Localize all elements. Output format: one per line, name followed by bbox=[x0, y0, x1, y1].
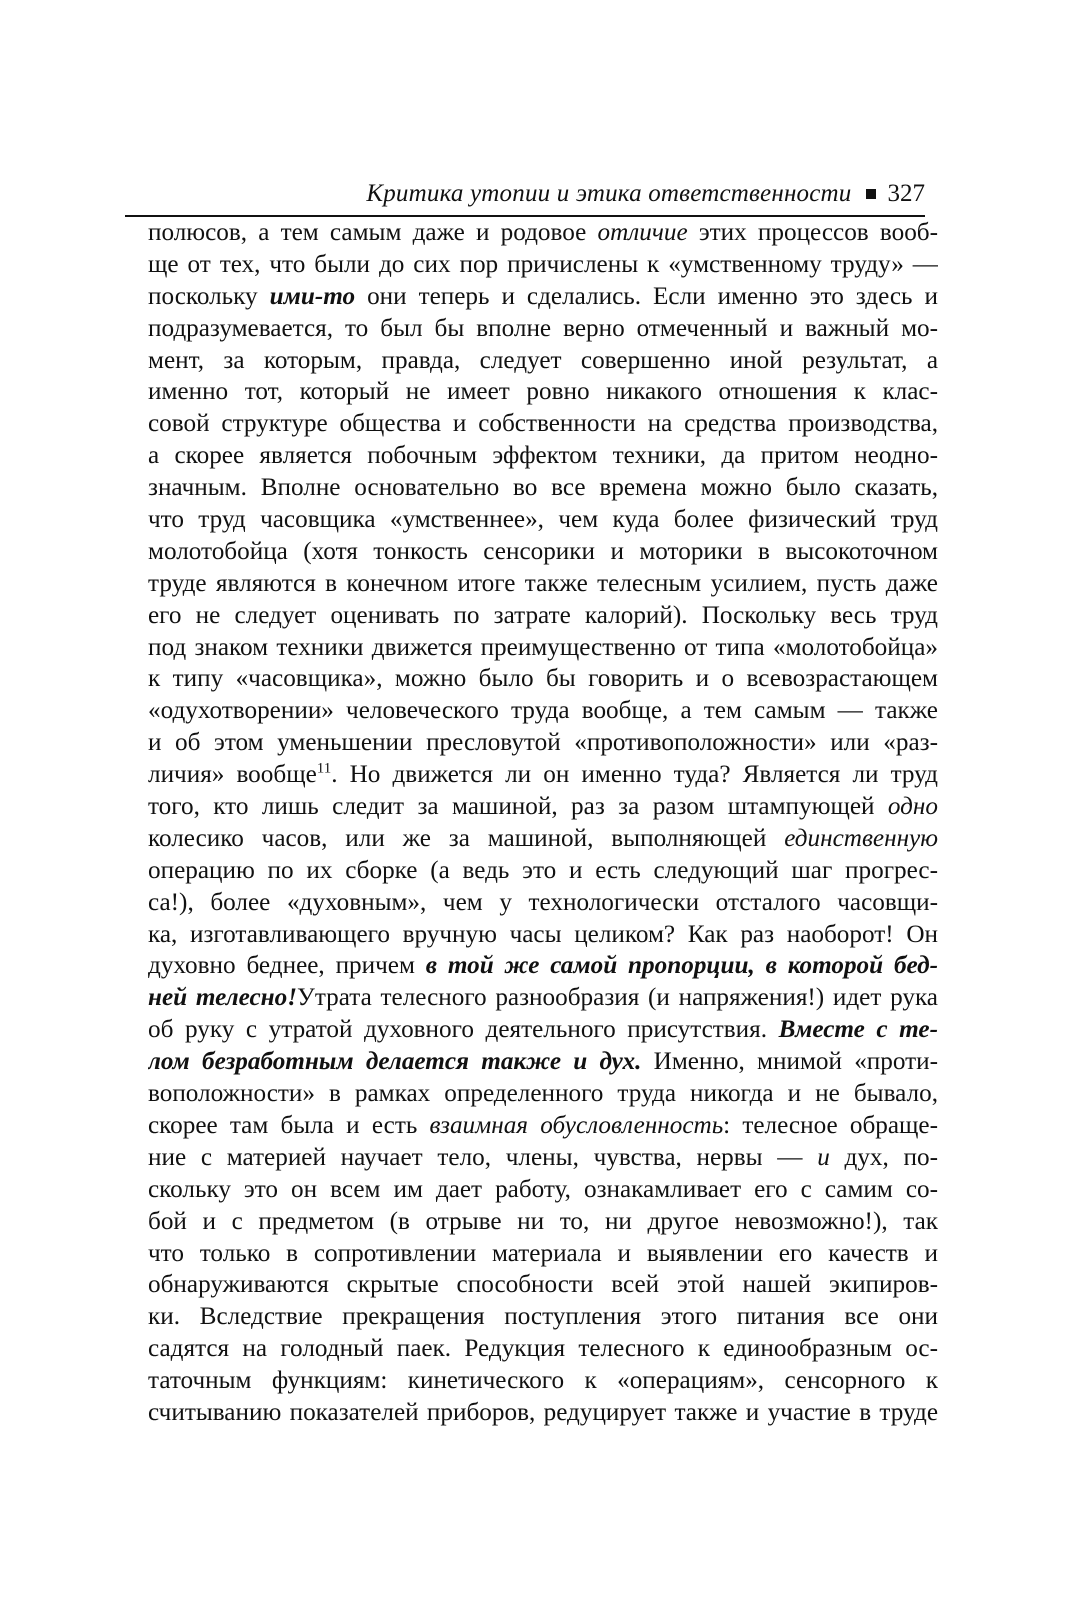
text-line bbox=[148, 791, 938, 823]
text-line bbox=[148, 472, 938, 504]
text-line bbox=[148, 632, 938, 664]
text-segment: и об этом уменьшении пресловутой «противоположности» или «раз- bbox=[148, 729, 938, 757]
page-number: 327 bbox=[887, 180, 925, 207]
text-segment: молотобойца (хотя тонкость сенсорики и моторики в высокоточном bbox=[148, 537, 938, 565]
text-segment: ка, изготавливающего вручную часы целиком? Как раз наоборот! Он bbox=[148, 920, 938, 948]
text-line bbox=[148, 1206, 938, 1238]
emphasis-text: ней телесно! bbox=[148, 984, 298, 1012]
text-segment: того, кто лишь следит за машиной, раз за разом штампующей bbox=[148, 793, 888, 821]
running-head bbox=[125, 175, 925, 217]
text-segment: скольку это он всем им дает работу, ознакамливает его с самим со- bbox=[148, 1175, 938, 1203]
text-segment: бой и с предметом (в отрыве ни то, ни другое невозможно!), так bbox=[148, 1207, 938, 1235]
text-segment: Именно, мнимой «проти- bbox=[641, 1048, 938, 1076]
text-segment: ки. Вследствие прекращения поступления этого питания все они bbox=[148, 1303, 938, 1331]
text-line bbox=[148, 950, 938, 982]
text-line bbox=[148, 313, 938, 345]
emphasis-text: в той же самой пропорции, в которой бед- bbox=[425, 952, 938, 980]
running-head-text bbox=[366, 179, 925, 209]
text-segment: Утрата телесного разнообразия (и напряжения!) идет рука bbox=[297, 984, 938, 1012]
text-segment: личия» вообще bbox=[148, 761, 317, 789]
text-line bbox=[148, 1014, 938, 1046]
text-line bbox=[148, 1365, 938, 1397]
text-segment: воположности» в рамках определенного труда никогда и не бывало, bbox=[148, 1080, 938, 1108]
text-line bbox=[148, 249, 938, 281]
text-segment: обнаруживаются скрытые способности всей этой нашей экипиров- bbox=[148, 1271, 938, 1299]
text-segment: «одухотворении» человеческого труда вообще, а тем самым — также bbox=[148, 697, 938, 725]
text-line bbox=[148, 504, 938, 536]
text-segment: ще от тех, что были до сих пор причислены к «умственному труду» — bbox=[148, 250, 938, 278]
text-segment: этих процессов вооб- bbox=[687, 219, 938, 246]
text-segment: духовно беднее, причем bbox=[148, 952, 426, 980]
text-segment: скорее там была и есть bbox=[148, 1111, 430, 1139]
text-segment: считыванию показателей приборов, редуцирует также и участие в труде bbox=[148, 1398, 938, 1426]
text-line bbox=[148, 281, 938, 313]
text-line bbox=[148, 1397, 938, 1429]
text-line bbox=[148, 759, 938, 791]
text-line bbox=[148, 855, 938, 887]
text-line bbox=[148, 1301, 938, 1333]
text-line bbox=[148, 408, 938, 440]
text-segment: его не следует оценивать по затрате калорий). Поскольку весь труд bbox=[148, 601, 938, 629]
square-bullet-icon bbox=[866, 189, 876, 199]
text-segment: садятся на голодный паек. Редукция телесного к единообразным ос- bbox=[148, 1335, 938, 1363]
text-segment: са!), более «духовным», чем у технологически отсталого часовщи- bbox=[148, 888, 938, 916]
body-text bbox=[148, 217, 938, 1429]
text-line bbox=[148, 1238, 938, 1270]
text-line bbox=[148, 919, 938, 951]
text-segment: полюсов, а тем самым даже и родовое bbox=[148, 219, 598, 246]
text-line bbox=[148, 1269, 938, 1301]
text-segment: . Но движется ли он именно туда? Является ли труд bbox=[331, 761, 938, 789]
text-segment: подразумевается, то был бы вполне верно отмеченный и важный мо- bbox=[148, 314, 938, 342]
text-segment: таточным функциям: кинетического к «операциям», сенсорного к bbox=[148, 1367, 938, 1395]
emphasis-text: взаимная обусловленность bbox=[429, 1111, 724, 1139]
text-line bbox=[148, 887, 938, 919]
text-line bbox=[148, 663, 938, 695]
text-line bbox=[148, 1142, 938, 1174]
text-segment: именно тот, который не имеет ровно никакого отношения к клас- bbox=[148, 378, 938, 406]
text-segment: ние с материей научает тело, члены, чувства, нервы — bbox=[148, 1143, 818, 1171]
emphasis-text: отличие bbox=[597, 219, 688, 246]
text-line bbox=[148, 345, 938, 377]
text-line bbox=[148, 440, 938, 472]
footnote-ref: 11 bbox=[316, 760, 332, 777]
text-line bbox=[148, 1110, 938, 1142]
text-line bbox=[148, 217, 938, 249]
text-line bbox=[148, 727, 938, 759]
text-segment: а скорее является побочным эффектом техники, да притом неодно- bbox=[148, 442, 938, 470]
text-segment: : телесное обраще- bbox=[723, 1111, 938, 1139]
text-segment: что только в сопротивлении материала и выявлении его качеств и bbox=[148, 1239, 938, 1267]
text-segment: труде являются в конечном итоге также телесным усилием, пусть даже bbox=[148, 569, 938, 597]
text-line bbox=[148, 600, 938, 632]
text-line bbox=[148, 695, 938, 727]
text-segment: дух, по- bbox=[829, 1143, 938, 1171]
text-line bbox=[148, 536, 938, 568]
text-segment: операцию по их сборке (а ведь это и есть следующий шаг прогрес- bbox=[148, 856, 938, 884]
text-segment: об руку с утратой духовного деятельного присутствия. bbox=[148, 1016, 779, 1044]
text-segment: к типу «часовщика», можно было бы говорить и о всевозрастающем bbox=[148, 665, 938, 693]
text-segment: мент, за которым, правда, следует совершенно иной результат, а bbox=[148, 346, 938, 374]
running-head-title: Критика утопии и этика ответственности bbox=[366, 180, 852, 207]
emphasis-text: Вместе с те- bbox=[778, 1016, 938, 1044]
text-segment: поскольку bbox=[148, 282, 270, 310]
emphasis-text: ими-то bbox=[269, 282, 356, 310]
text-segment: совой структуре общества и собственности на средства производства, bbox=[148, 410, 938, 438]
text-segment: под знаком техники движется преимущественно от типа «молотобойца» bbox=[148, 633, 938, 661]
text-line bbox=[148, 1174, 938, 1206]
emphasis-text: и bbox=[817, 1143, 830, 1171]
text-segment: значным. Вполне основательно во все времена можно было сказать, bbox=[148, 474, 938, 502]
text-line bbox=[148, 1333, 938, 1365]
text-line bbox=[148, 376, 938, 408]
text-line bbox=[148, 1046, 938, 1078]
text-line bbox=[148, 982, 938, 1014]
text-segment: колесико часов, или же за машиной, выполняющей bbox=[148, 824, 785, 852]
text-segment: что труд часовщика «умственнее», чем куда более физический труд bbox=[148, 506, 938, 534]
text-segment: они теперь и сделались. Если именно это здесь и bbox=[355, 282, 938, 310]
emphasis-text: единственную bbox=[784, 824, 938, 852]
text-line bbox=[148, 823, 938, 855]
text-line bbox=[148, 568, 938, 600]
text-line bbox=[148, 1078, 938, 1110]
emphasis-text: лом безработным делается также и дух. bbox=[148, 1048, 642, 1076]
emphasis-text: одно bbox=[887, 793, 938, 821]
